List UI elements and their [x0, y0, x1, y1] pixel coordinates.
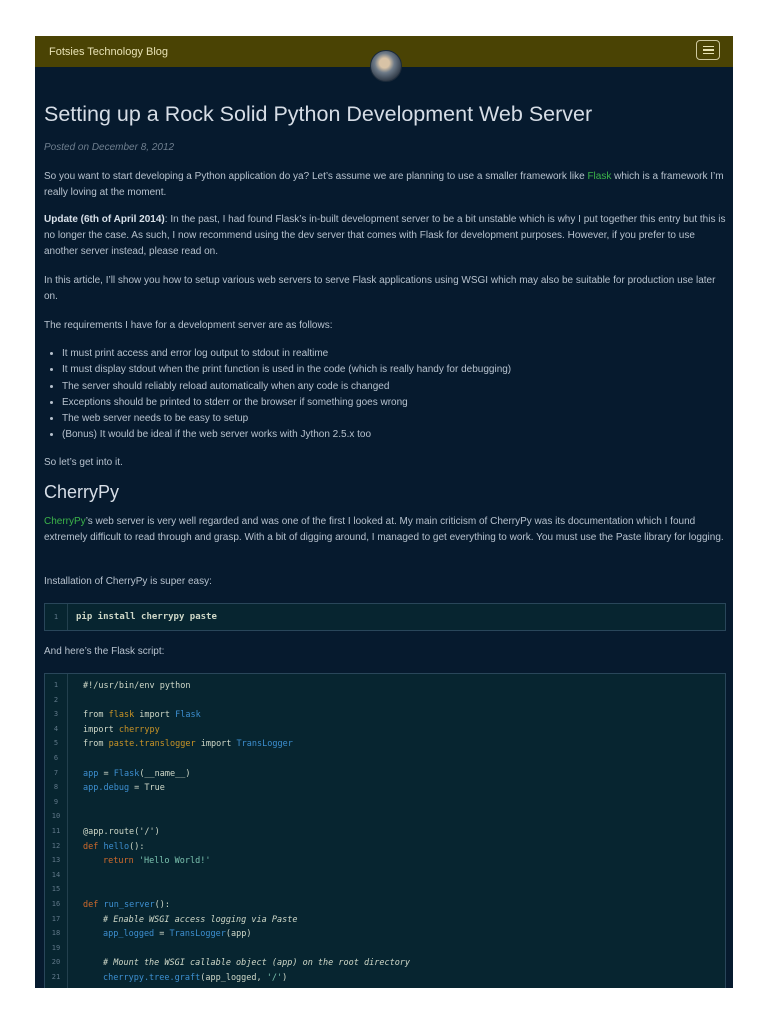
- line-number: 11: [51, 827, 61, 835]
- intro-paragraph: [44, 169, 726, 201]
- line-number: 15: [51, 885, 61, 894]
- line-number: 12: [51, 841, 61, 850]
- list-item: • It must display stdout when the print function is used in the code (which is really handy for debugging): [62, 362, 726, 378]
- line-number: 5: [53, 739, 59, 748]
- code-line: def run_server():: [83, 900, 171, 910]
- code-line: from flask import Flask: [83, 710, 201, 721]
- update-paragraph: [44, 212, 726, 260]
- page-frame: [35, 36, 733, 988]
- line-number: 19: [51, 943, 61, 952]
- code-line: from paste.translogger import TransLogger: [83, 739, 293, 750]
- get-into-text: So let’s get into it.: [44, 457, 123, 468]
- code-line: # Enable WSGI access logging via Paste: [103, 914, 298, 925]
- code-line: app_logged = TransLogger(app): [103, 929, 252, 940]
- site-brand-link[interactable]: Fotsies Technology Blog: [49, 45, 169, 58]
- cherrypy-paragraph: [44, 514, 726, 546]
- cherrypy-text: ’s web server is very well regarded and was one of the first I looked at. My main criticism of CherryPy was its documentation which I found extremely difficult to read through and grasp. With a bit of digging around, I managed to get everything to work. You must use the Paste library for logging.: [44, 516, 724, 543]
- code-line: @app.route('/'): [83, 827, 160, 837]
- line-number: 10: [51, 812, 61, 821]
- flask-intro: And here’s the Flask script:: [44, 646, 165, 657]
- flask-script-code-block[interactable]: [44, 673, 726, 988]
- list-item: • Exceptions should be printed to stderr or the browser if something goes wrong: [62, 395, 726, 411]
- line-number: 4: [53, 724, 59, 733]
- line-number: 14: [51, 870, 61, 879]
- line-number: 21: [51, 973, 61, 981]
- intro-text-a: So you want to start developing a Python application do ya? Let’s assume we are planning to use a smaller framework like: [44, 171, 588, 182]
- line-number: 7: [53, 768, 59, 777]
- line-number: 13: [51, 856, 61, 865]
- code-line: app = Flask(__name__): [83, 768, 191, 779]
- flask-link[interactable]: Flask: [587, 171, 612, 182]
- code-line: #!/usr/bin/env python: [83, 681, 191, 691]
- line-number: 3: [53, 710, 59, 719]
- line-number: 2: [53, 695, 59, 704]
- list-item: • The server should reliably reload automatically when any code is changed: [62, 379, 726, 395]
- install-code-block[interactable]: [44, 603, 726, 631]
- list-item: • (Bonus) It would be ideal if the web server works with Jython 2.5.x too: [62, 427, 726, 443]
- update-label: Update (6th of April 2014): [44, 214, 165, 225]
- author-avatar: [370, 50, 402, 82]
- code-line: cherrypy.tree.graft(app_logged, '/'): [103, 973, 288, 983]
- list-item: • The web server needs to be easy to setup: [62, 411, 726, 427]
- code-line: import cherrypy: [83, 724, 160, 735]
- line-number: 8: [53, 783, 59, 792]
- requirements-intro: The requirements I have for a development server are as follows:: [44, 320, 333, 331]
- line-number: 17: [51, 914, 61, 923]
- line-number: 20: [51, 958, 61, 967]
- requirements-list: [44, 346, 726, 444]
- hamburger-menu-icon[interactable]: [696, 40, 720, 60]
- line-number-gutter: [45, 674, 68, 988]
- update-text: : In the past, I had found Flask’s in-built development server to be a bit unstable which is why I put together this entry but this is no longer the case. As such, I now recommend using the dev server that comes with Flask for development purposes. However, if you prefer to use another server instead, please read on.: [44, 214, 726, 257]
- line-number: 1: [53, 681, 59, 689]
- line-number: 9: [53, 797, 59, 806]
- code-line: def hello():: [83, 841, 145, 852]
- install-intro: Installation of CherryPy is super easy:: [44, 576, 212, 587]
- cherrypy-heading: CherryPy: [44, 482, 120, 502]
- cherrypy-link[interactable]: CherryPy: [44, 516, 86, 527]
- line-number: 6: [53, 754, 59, 762]
- list-item: • It must print access and error log output to stdout in realtime: [62, 346, 726, 362]
- post-date: Posted on December 8, 2012: [44, 142, 175, 153]
- line-number: 1: [45, 604, 68, 630]
- line-number: 18: [51, 929, 61, 938]
- install-code: pip install cherrypy paste: [76, 612, 217, 622]
- code-line: return 'Hello World!': [103, 856, 211, 867]
- code-line: # Mount the WSGI callable object (app) on the root directory: [103, 958, 411, 969]
- code-line: app.debug = True: [83, 783, 165, 794]
- line-number: 16: [51, 900, 61, 908]
- intro-text-b: which is a framework I’m really loving at the moment.: [44, 171, 724, 198]
- post-title: Setting up a Rock Solid Python Development Web Server: [44, 102, 593, 126]
- article-paragraph: In this article, I’ll show you how to setup various web servers to serve Flask applications using WSGI which may also be suitable for production use later on.: [44, 275, 716, 302]
